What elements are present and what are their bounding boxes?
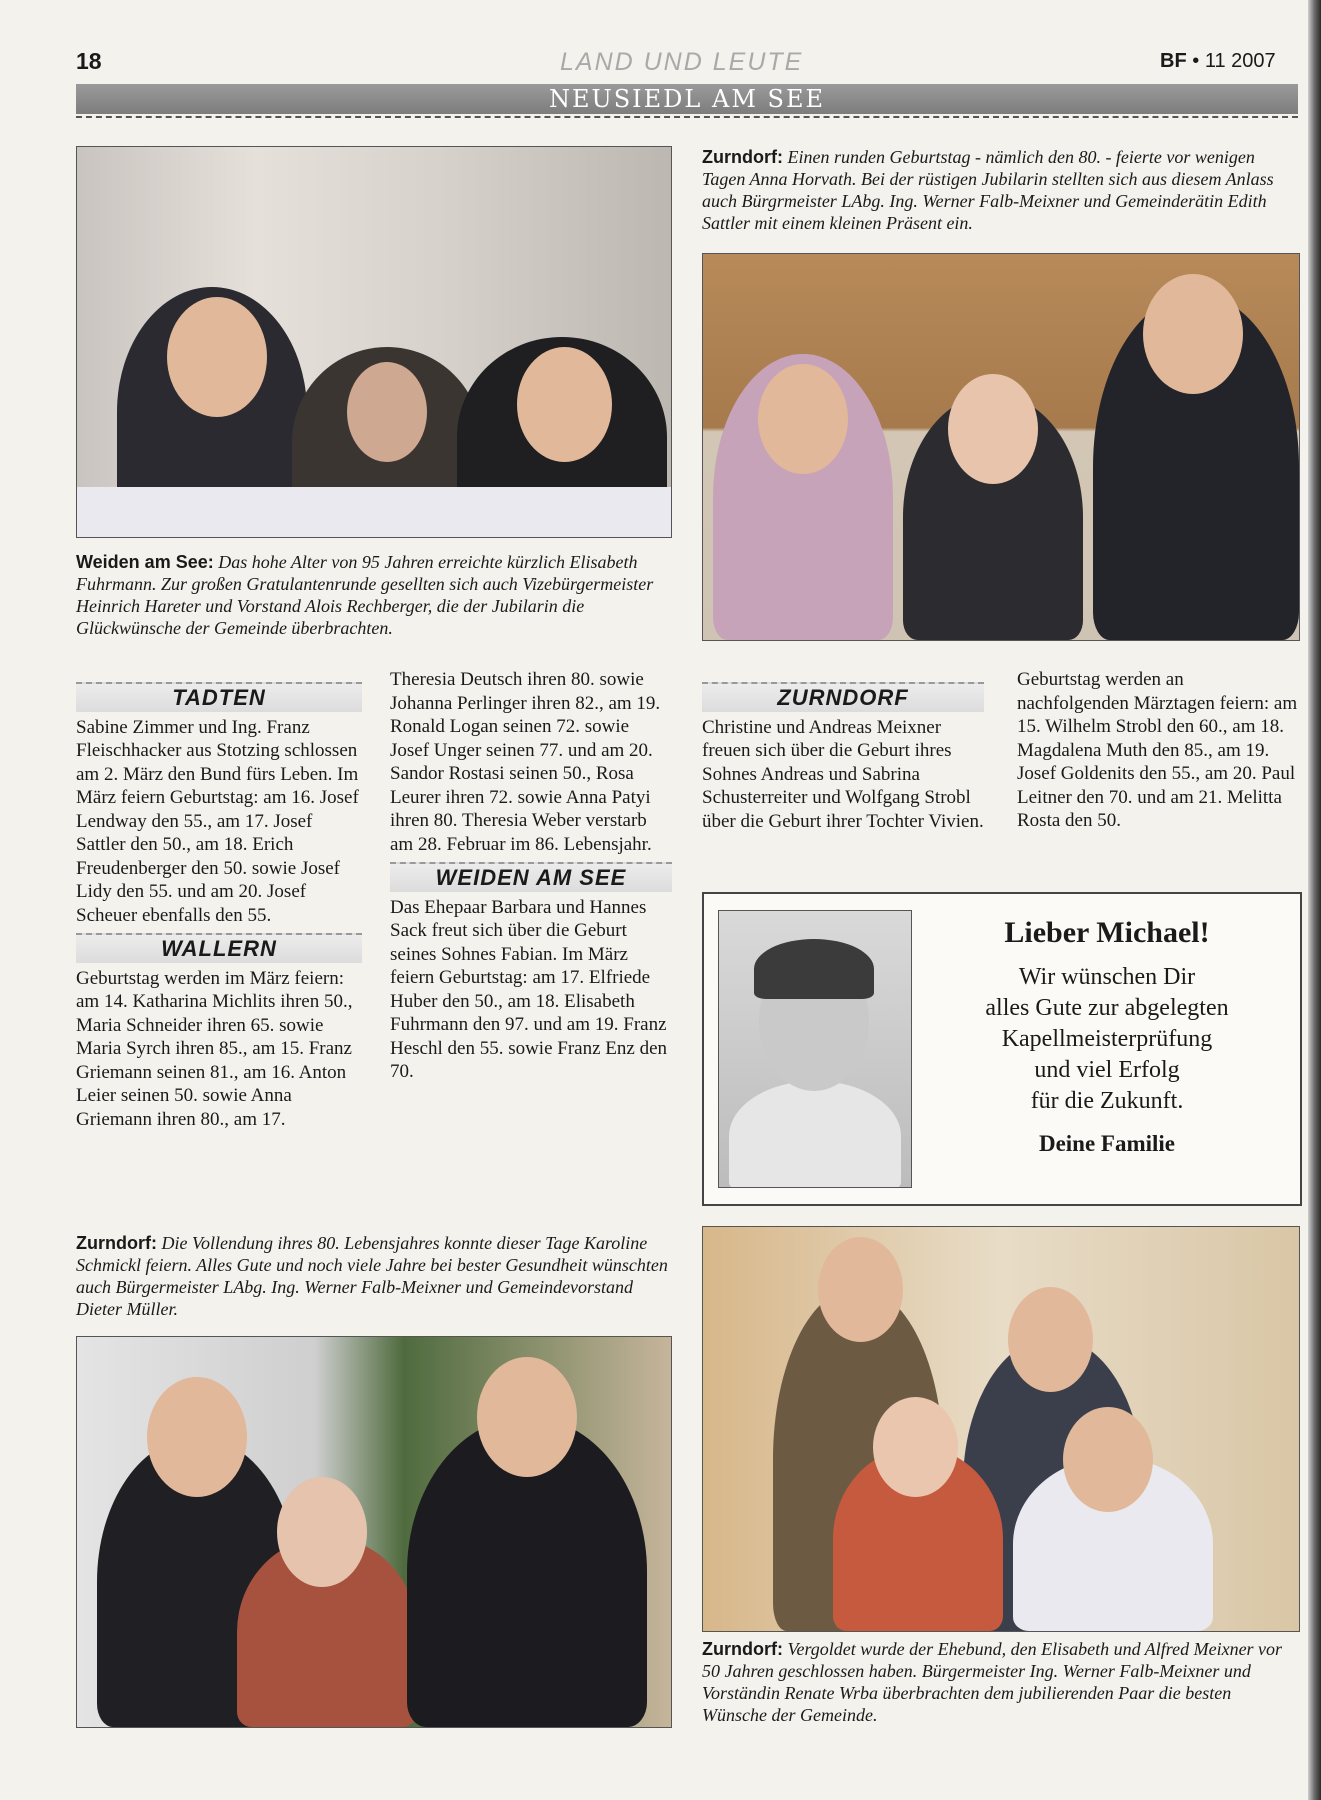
page-edge — [1308, 0, 1321, 1800]
text-tadten: Sabine Zimmer und Ing. Franz Fleischhacker aus Stotzing schlossen am 2. März den Bund fürs Leben. Im März feiern Geburtstag: am 16. Josef Lendway den 55., am 17. Josef Sattler den 50., am 18. Erich Freudenberger den 50. sowie Josef Lidy den 55. und am 20. Josef Scheuer ebenfalls den 55. — [76, 716, 359, 926]
issue-separator: • — [1192, 50, 1200, 72]
greeting-line-4: und viel Erfolg — [1034, 1057, 1180, 1083]
photo-michael — [718, 910, 912, 1188]
greeting-line-1: Wir wünschen Dir — [1018, 964, 1196, 990]
text-tadten-continued: Theresia Deutsch ihren 80. sowie Johanna Perlinger ihren 82., am 19. Ronald Logan seinen 72. sowie Josef Unger seinen 77. und am 20. Sandor Rostasi seinen 50., Rosa Leurer ihren 72. sowie Anna Patyi ihren 80. Theresia Weber verstarb am 28. Februar im 86. Lebensjahr. — [390, 669, 661, 855]
text-weiden: Das Ehepaar Barbara und Hannes Sack freut sich über die Geburt seines Sohnes Fabian. Im März feiern Geburtstag: am 17. Elfriede Huber den 50., am 18. Elisabeth Fuhrmann den 97. und am 19. Franz Heschl den 55. sowie Franz Enz den 70. — [390, 896, 668, 1082]
caption-zurndorf-horvath-place: Zurndorf: — [702, 147, 783, 167]
photo-zurndorf-horvath — [702, 253, 1300, 641]
caption-weiden-place: Weiden am See: — [76, 552, 214, 572]
caption-weiden — [76, 551, 670, 639]
issue-info — [1160, 50, 1276, 73]
region-banner: NEUSIEDL AM SEE — [76, 84, 1298, 114]
greeting-line-3: Kapellmeisterprüfung — [1001, 1026, 1213, 1052]
caption-zurndorf-meixner-text: Vergoldet wurde der Ehebund, den Elisabeth und Alfred Meixner vor 50 Jahren geschlossen haben. Bürgermeister Ing. Werner Falb-Meixner und Vorständin Renate Wrba überbrachten dem jubilierenden Paar die besten Wünsche der Gemeinde. — [702, 1639, 1283, 1725]
issue-year: 2007 — [1231, 50, 1276, 72]
caption-zurndorf-meixner — [702, 1638, 1298, 1726]
page-number: 18 — [76, 48, 102, 74]
text-zurndorf: Christine und Andreas Meixner freuen sich über die Geburt ihres Sohnes Andreas und Sabrina Schusterreiter und Wolfgang Strobl über die Geburt ihrer Tochter Vivien. — [702, 716, 984, 832]
photo-zurndorf-meixner — [702, 1226, 1300, 1632]
header-divider — [76, 116, 1298, 118]
greeting-box — [702, 892, 1302, 1206]
heading-wallern: WALLERN — [76, 933, 362, 963]
section-title: LAND UND LEUTE — [560, 48, 804, 76]
photo-weiden-jubilee — [76, 146, 672, 538]
caption-weiden-text: Das hohe Alter von 95 Jahren erreichte kürzlich Elisabeth Fuhrmann. Zur großen Gratulantenrunde gesellten sich auch Vizebürgermeister Heinrich Hareter und Vorstand Alois Rechberger, die der Jubilarin die Glückwünsche der Gemeinde überbrachten. — [76, 552, 654, 638]
photo-zurndorf-schmickl — [76, 1336, 672, 1728]
column-zurndorf-continued — [1017, 668, 1299, 833]
caption-zurndorf-meixner-place: Zurndorf: — [702, 1639, 783, 1659]
issue-number: 11 — [1204, 50, 1226, 72]
heading-zurndorf: ZURNDORF — [702, 682, 984, 712]
column-tadten-wallern — [76, 676, 362, 1131]
caption-zurndorf-schmickl-place: Zurndorf: — [76, 1233, 157, 1253]
column-continued-weiden — [390, 668, 672, 1084]
heading-weiden: WEIDEN AM SEE — [390, 862, 672, 892]
greeting-line-5: für die Zukunft. — [1030, 1088, 1184, 1114]
text-wallern: Geburtstag werden im März feiern: am 14. Katharina Michlits ihren 50., Maria Schneider ihren 65. sowie Maria Syrch ihren 85., am 15. Franz Griemann seinen 81., am 16. Anton Leier seinen 50. sowie Anna Griemann ihren 80., am 17. — [76, 967, 353, 1130]
column-zurndorf — [702, 676, 984, 833]
caption-zurndorf-horvath-text: Einen runden Geburtstag - nämlich den 80. - feierte vor wenigen Tagen Anna Horvath. Bei der rüstigen Jubilarin stellten sich aus diesem Anlass auch Bürgrmeister LAbg. Ing. Werner Falb-Meixner und Gemeinderätin Edith Sattler mit einem kleinen Präsent ein. — [702, 147, 1274, 233]
caption-zurndorf-schmickl-text: Die Vollendung ihres 80. Lebensjahres konnte dieser Tage Karoline Schmickl feiern. Alles Gute und noch viele Jahre bei bester Gesundheit wünschten auch Bürgermeister LAbg. Ing. Werner Falb-Meixner und Gemeindevorstand Dieter Müller. — [76, 1233, 668, 1319]
greeting-line-2: alles Gute zur abgelegten — [985, 995, 1229, 1021]
caption-zurndorf-horvath — [702, 146, 1298, 234]
text-zurndorf-continued: Geburtstag werden an nachfolgenden Märztagen feiern: am 15. Wilhelm Strobl den 60., am 18. Magdalena Muth den 85., am 19. Josef Goldenits den 55., am 20. Paul Leitner den 70. und am 21. Melitta Rosta den 50. — [1017, 669, 1298, 831]
heading-tadten: TADTEN — [76, 682, 362, 712]
issue-brand: BF — [1160, 50, 1187, 72]
greeting-signature: Deine Familie — [1038, 1131, 1176, 1156]
greeting-title: Lieber Michael! — [1004, 916, 1210, 949]
caption-zurndorf-schmickl — [76, 1232, 670, 1320]
